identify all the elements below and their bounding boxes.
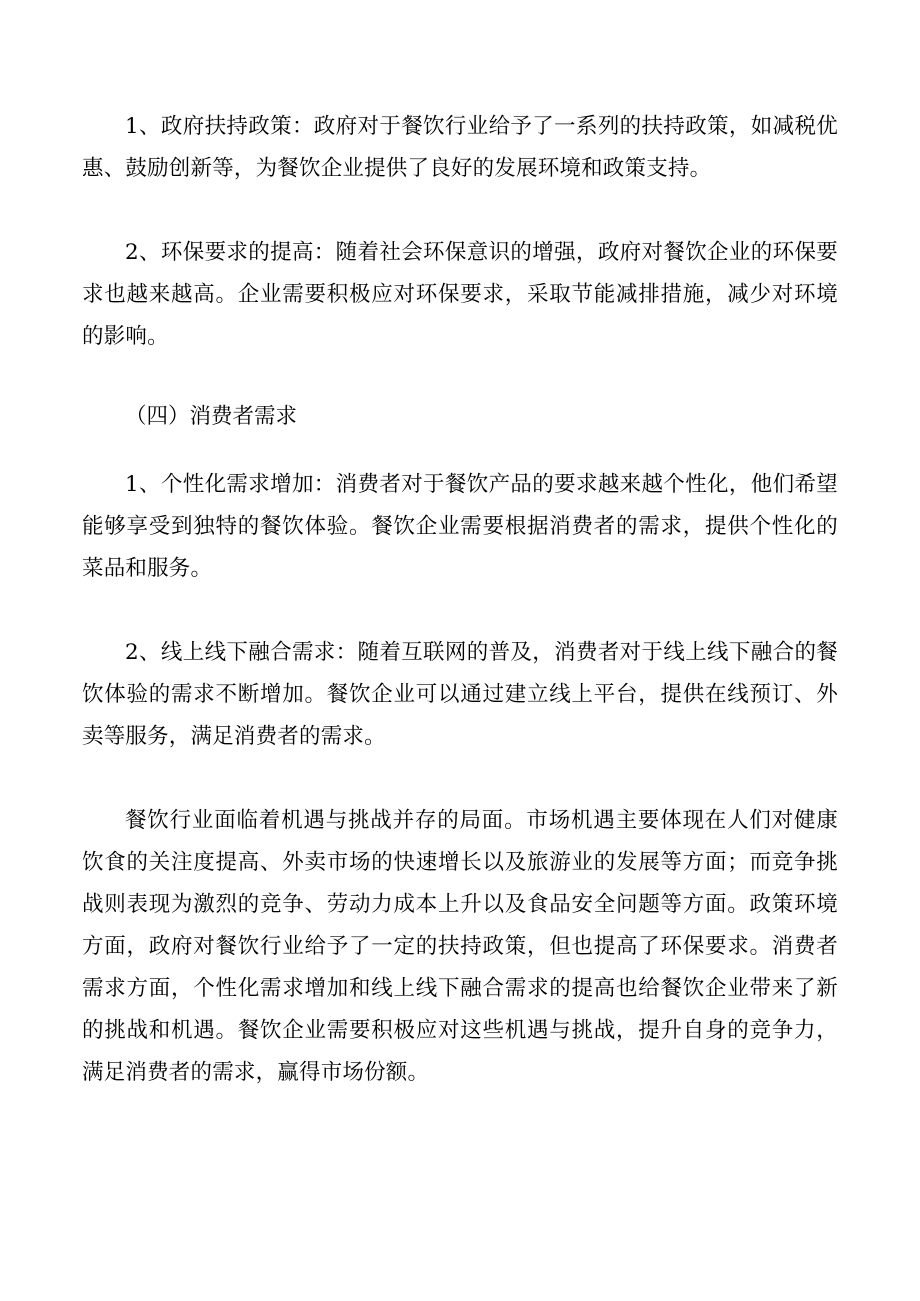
paragraph-summary: 餐饮行业面临着机遇与挑战并存的局面。市场机遇主要体现在人们对健康饮食的关注度提高、外卖市场的快速增长以及旅游业的发展等方面；而竞争挑战则表现为激烈的竞争、劳动力成本上升以及食品安全问题等方面。政策环境方面，政府对餐饮行业给予了一定的扶持政策，但也提高了环保要求。消费者需求方面，个性化需求增加和线上线下融合需求的提高也给餐饮企业带来了新的挑战和机遇。餐饮企业需要积极应对这些机遇与挑战，提升自身的竞争力，满足消费者的需求，赢得市场份额。 — [82, 808, 838, 1085]
paragraph-government-support: 1、政府扶持政策：政府对于餐饮行业给予了一系列的扶持政策，如减税优惠、鼓励创新等，为餐饮企业提供了良好的发展环境和政策支持。 — [82, 114, 838, 181]
section-heading-consumer-demand: （四）消费者需求 — [125, 404, 298, 429]
paragraph-online-offline-demand: 2、线上线下融合需求：随着互联网的普及，消费者对于线上线下融合的餐饮体验的需求不断增加。餐饮企业可以通过建立线上平台，提供在线预订、外卖等服务，满足消费者的需求。 — [82, 640, 838, 749]
paragraph-personalized-demand: 1、个性化需求增加：消费者对于餐饮产品的要求越来越个性化，他们希望能够享受到独特的餐饮体验。餐饮企业需要根据消费者的需求，提供个性化的菜品和服务。 — [82, 472, 838, 581]
paragraph-environmental-requirements: 2、环保要求的提高：随着社会环保意识的增强，政府对餐饮企业的环保要求也越来越高。企业需要积极应对环保要求，采取节能减排措施，减少对环境的影响。 — [82, 240, 838, 349]
